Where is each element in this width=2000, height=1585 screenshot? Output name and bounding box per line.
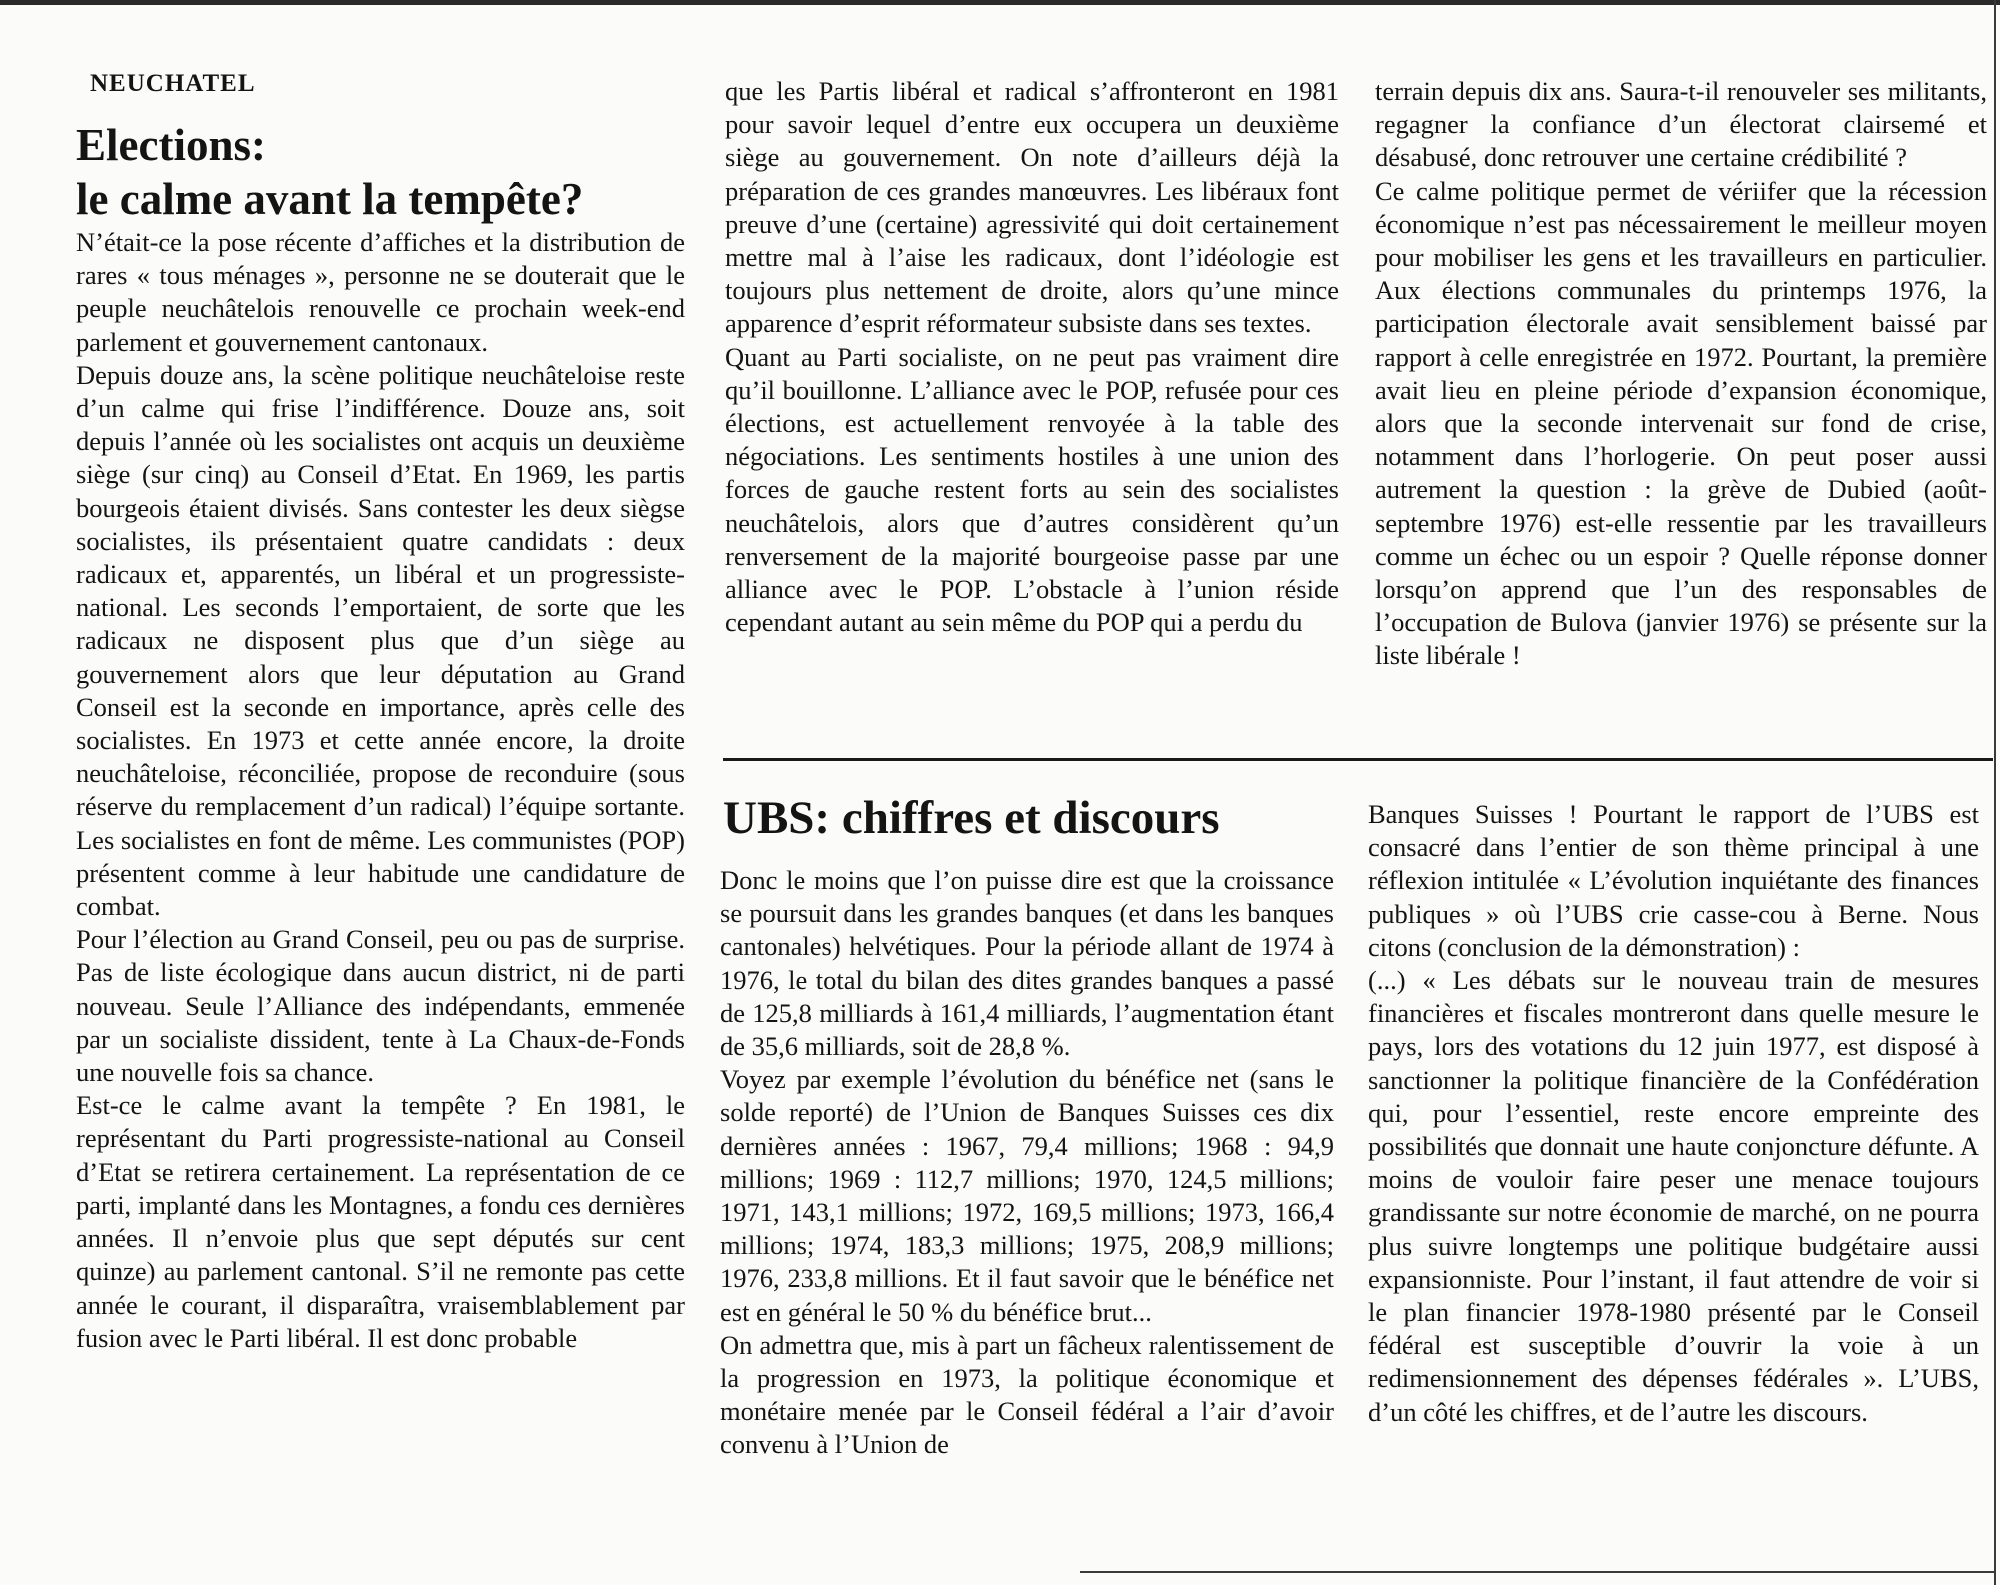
article-column-1 [76,226,685,1355]
paragraph: Quant au Parti socialiste, on ne peut pas vraiment dire qu’il bouillonne. L’alliance avec le POP, refusée pour ces élections, est actuellement renvoyée à la table des négociations. Les sentiments hostiles à une union des forces de gauche restent forts au sein des socialistes neuchâtelois, alors que d’autres considèrent qu’un renversement de la majorité bourgeoise passe par une alliance avec le POP. L’obstacle à l’union réside cependant autant au sein même du POP qui a perdu du [725,341,1339,638]
article-column-2 [725,75,1339,639]
article-2-headline: UBS: chiffres et discours [723,792,1220,844]
paragraph: N’était-ce la pose récente d’affiches et la distribution de rares « tous ménages », personne ne se douterait que le peuple neuchâtelois renouvelle ce prochain week-end parlement et gouvernement cantonaux. [76,227,685,357]
paragraph: que les Partis libéral et radical s’affronteront en 1981 pour savoir lequel d’entre eux occupera un deuxième siège au gouvernement. On note d’ailleurs déjà la préparation de ces grandes manœuvres. Les libéraux font preuve d’une (certaine) agressivité qui doit certainement mettre mal à l’aise les radicaux, dont l’idéologie est toujours plus nettement de droite, alors qu’une mince apparence d’esprit réformateur subsiste dans ses textes. [725,76,1339,339]
article-2-column-1 [720,864,1334,1462]
paragraph: On admettra que, mis à part un fâcheux ralentissement de la progression en 1973, la politique économique et monétaire menée par le Conseil fédéral a l’air d’avoir convenu à l’Union de [720,1329,1334,1460]
paragraph: (...) « Les débats sur le nouveau train de mesures financières et fiscales montreront dans quelle mesure le pays, lors des votations du 12 juin 1977, est disposé à sanctionner la politique financière de la Confédération qui, pour l’essentiel, reste encore empreinte des possibilités que donnait une haute conjoncture défunte. A moins de vouloir faire peser une menace toujours grandissante sur notre économie de marché, on ne pourra plus suivre longtemps une politique budgétaire aussi expansionniste. Pour l’instant, il faut attendre de voir si le plan financier 1978-1980 présenté par le Conseil fédéral est susceptible d’ouvrir la voie à un redimensionnement des dépenses fédérales ». L’UBS, d’un côté les chiffres, et de l’autre les discours. [1368,965,1979,1427]
section-kicker: NEUCHATEL [90,70,256,97]
paragraph: Banques Suisses ! Pourtant le rapport de l’UBS est consacré dans l’entier de son thème principal à une réflexion intitulée « L’évolution inquiétante des finances publiques » où l’UBS crie casse-cou à Berne. Nous citons (conclusion de la démonstration) : [1368,799,1979,962]
bottom-border [1080,1571,1996,1573]
headline-line-2: le calme avant la tempête? [76,174,584,224]
paragraph: Voyez par exemple l’évolution du bénéfice net (sans le solde reporté) de l’Union de Banques Suisses ces dix dernières années : 1967, 79,4 millions; 1968 : 94,9 millions; 1969 : 112,7 millions; 1970, 124,5 millions; 1971, 143,1 millions; 1972, 169,5 millions; 1973, 166,4 millions; 1974, 183,3 millions; 1975, 208,9 millions; 1976, 233,8 millions. Et il faut savoir que le bénéfice net est en général le 50 % du bénéfice brut... [720,1064,1334,1327]
paragraph: Est-ce le calme avant la tempête ? En 1981, le représentant du Parti progressiste-national au Conseil d’Etat se retirera certainement. La représentation de ce parti, implanté dans les Montagnes, a fondu ces dernières années. Il n’envoie plus que sept députés sur cent quinze) au parlement cantonal. S’il ne remonte pas cette année le courant, il disparaîtra, vraisemblablement par fusion avec le Parti libéral. Il est donc probable [76,1090,685,1353]
article-headline [76,118,696,226]
paragraph: Depuis douze ans, la scène politique neuchâteloise reste d’un calme qui frise l’indifférence. Douze ans, soit depuis l’année où les socialistes ont acquis un deuxième siège (sur cinq) au Conseil d’Etat. En 1969, les partis bourgeois étaient divisés. Sans contester les deux siègse socialistes, ils présentaient quatre candidats : deux radicaux et, apparentés, un libéral et un progressiste-national. Les seconds l’emportaient, de sorte que les radicaux ne disposent plus que d’un siège au gouvernement alors que leur députation au Grand Conseil est la seconde en importance, après celle des socialistes. En 1973 et cette année encore, la droite neuchâteloise, réconciliée, propose de reconduire (sous réserve du remplacement d’un radical) l’équipe sortante. Les socialistes en font de même. Les communistes (POP) présentent comme à leur habitude une candidature de combat. [76,359,685,922]
paragraph: terrain depuis dix ans. Saura-t-il renouveler ses militants, regagner la confiance d’un électorat clairsemé et désabusé, donc retrouver une certaine crédibilité ? [1375,76,1987,173]
headline-line-1: Elections: [76,120,266,170]
article-column-3 [1375,75,1987,673]
paragraph: Ce calme politique permet de vériifer que la récession économique n’est pas nécessairement le meilleur moyen pour mobiliser les gens et les travailleurs en particulier. Aux élections communales du printemps 1976, la participation électorale avait sensiblement baissé par rapport à celle enregistrée en 1972. Pourtant, la première avait lieu en pleine période d’expansion économique, alors que la seconde intervenait sur fond de crise, notamment dans l’horlogerie. On peut poser aussi autrement la question : la grève de Dubied (août-septembre 1976) est-elle ressentie par les travailleurs comme un échec ou un espoir ? Quelle réponse donner lorsqu’on apprend que l’un des responsables de l’occupation de Bulova (janvier 1976) se présente sur la liste libérale ! [1375,175,1987,671]
top-border [0,0,2000,5]
right-border [1994,0,1996,1585]
paragraph: Pour l’élection au Grand Conseil, peu ou pas de surprise. Pas de liste écologique dans aucun district, ni de parti nouveau. Seule l’Alliance des indépendants, emmenée par un socialiste dissident, tente à La Chaux-de-Fonds une nouvelle fois sa chance. [76,924,685,1088]
section-divider [723,758,1993,761]
article-2-column-2 [1368,798,1979,1429]
paragraph: Donc le moins que l’on puisse dire est que la croissance se poursuit dans les grandes banques (et dans les banques cantonales) helvétiques. Pour la période allant de 1974 à 1976, le total du bilan des dites grandes banques a passé de 125,8 milliards à 161,4 milliards, l’augmentation étant de 35,6 milliards, soit de 28,8 %. [720,865,1334,1062]
